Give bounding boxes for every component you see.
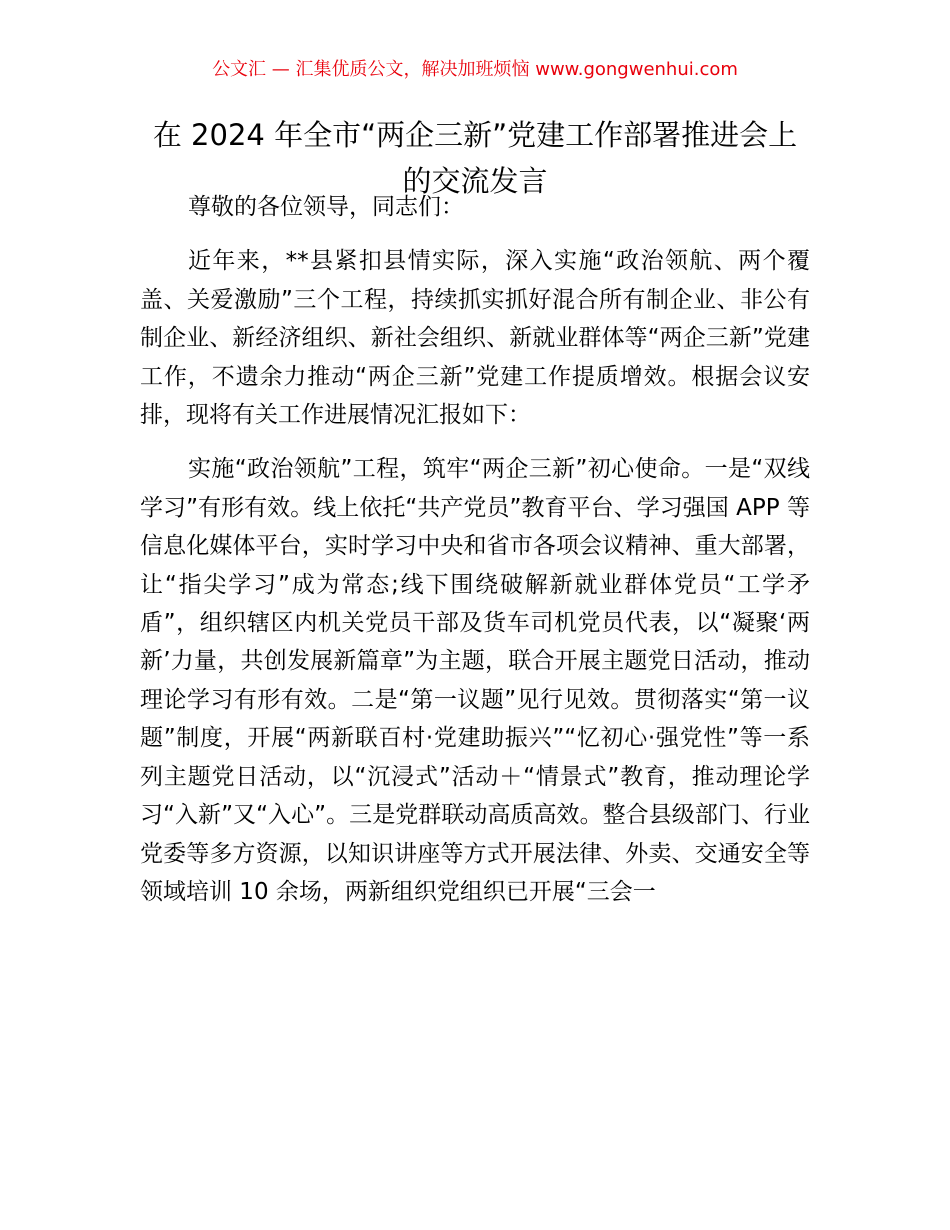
paragraph-political-leadership: 实施“政治领航”工程，筑牢“两企三新”初心使命。一是“双线学习”有形有效。线上依托“共产党员”教育平台、学习强国 APP 等信息化媒体平台，实时学习中央和省市各项会议精神、重大部署，让“指尖学习”成为常态;线下围绕破解新就业群体党员“工学矛盾”，组织辖区内机关党员干部及货车司机党员代表，以“凝聚‘两新’力量，共创发展新篇章”为主题，联合开展主题党日活动，推动理论学习有形有效。二是“第一议题”见行见效。贯彻落实“第一议题”制度，开展“两新联百村·党建助振兴”“忆初心·强党性”等一系列主题党日活动，以“沉浸式”活动＋“情景式”教育，推动理论学习“入新”又“入心”。三是党群联动高质高效。整合县级部门、行业党委等多方资源，以知识讲座等方式开展法律、外卖、交通安全等领域培训 10 余场，两新组织党组织已开展“三会一 xyxy=(140,456,810,905)
document-body xyxy=(140,188,810,911)
header-site-link[interactable]: 公文汇 — 汇集优质公文，解决加班烦恼 www.gongwenhui.com xyxy=(212,59,738,80)
paragraph-intro: 近年来，**县紧扣县情实际，深入实施“政治领航、两个覆盖、关爱激励”三个工程，持续抓实抓好混合所有制企业、非公有制企业、新经济组织、新社会组织、新就业群体等“两企三新”党建工作，不遗余力推动“两企三新”党建工作提质增效。根据会议安排，现将有关工作进展情况汇报如下： xyxy=(140,248,810,429)
document-title: 在 2024 年全市“两企三新”党建工作部署推进会上的交流发言 xyxy=(152,118,798,198)
salutation: 尊敬的各位领导，同志们： xyxy=(188,194,464,220)
